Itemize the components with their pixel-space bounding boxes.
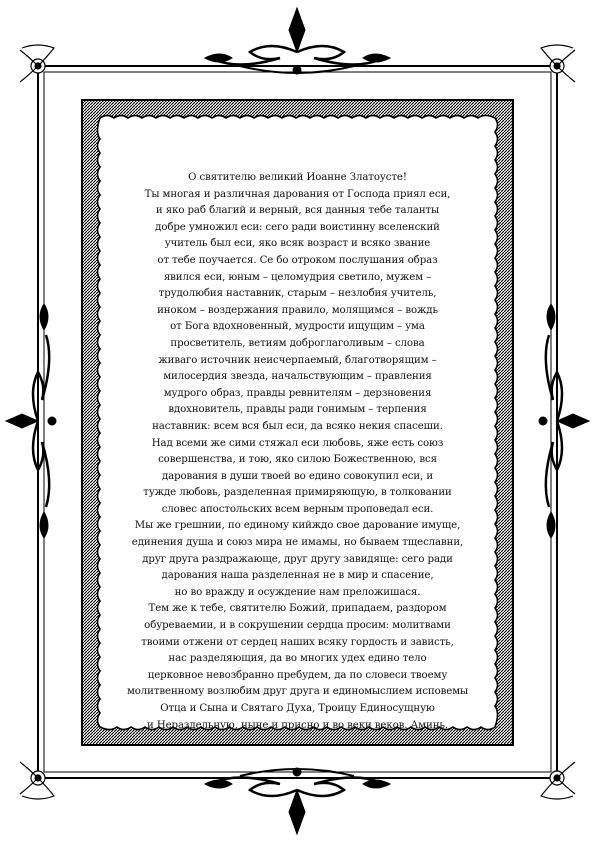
prayer-line: от Бога вдохновенный, мудрости ищущим – ума: [170, 321, 425, 333]
prayer-line: единения душа и союз мира не имамы, но бываем тщеславни,: [131, 537, 464, 549]
prayer-line: Отца и Сына и Святаго Духа, Троицу Единосущную: [160, 703, 435, 714]
prayer-line: явился еси, юным – целомудрия светило, мужем –: [163, 271, 432, 283]
prayer-line: и яко раб благий и верный, вся данныя тебе таланты: [155, 205, 440, 217]
prayer-line: друг друга раздражающе, друг другу завидяще: сего ради: [142, 553, 453, 565]
prayer-line: трудолюбия наставник, старым – незлобия учитель,: [158, 288, 437, 300]
top-center-ornament: [205, 8, 390, 74]
prayer-line: дарования наша разделенная не в мир и спасение,: [161, 570, 434, 582]
prayer-line: добре умножил еси: сего ради воистинну вселенский: [155, 221, 440, 233]
prayer-line: твоими отжени от сердец наших всяку гордость и зависть,: [141, 636, 454, 648]
prayer-line: просветитель, ветиям доброглаголивым – слова: [170, 337, 425, 349]
prayer-line: нас разделяющия, да во многих удех едино тело: [168, 653, 427, 665]
prayer-line: тужде любовь, разделенная примиряющую, в толковании: [143, 487, 452, 499]
prayer-line: совершенства, и тою, яко силою Божественною, вся: [158, 454, 437, 466]
prayer-line: Ты многая и различная дарования от Господа приял еси,: [144, 188, 451, 200]
prayer-line: мудрого образ, правды ревнителям – дерзновения: [163, 387, 432, 399]
left-center-ornament: [6, 304, 56, 538]
prayer-line: но во вражду и осуждение нам преложишася.: [174, 586, 421, 598]
prayer-line: Тем же к тебе, святителю Божий, припадаем, раздором: [148, 603, 447, 615]
prayer-line: и Нераздельную, ныне и присно и во веки веков. Аминь.: [147, 719, 448, 731]
prayer-line: словес апостольских всем верным проповедал еси.: [161, 503, 434, 515]
prayer-line: наставник: всем вся был еси, да всяко некия спасеши.: [152, 420, 443, 432]
prayer-line: дарования в души твоей во едино совокупил еси, и: [161, 470, 434, 482]
prayer-line: О святителю великий Иоанне Златоусте!: [188, 172, 407, 183]
right-center-ornament: [539, 304, 589, 538]
prayer-line: обуреваемии, и в сокрушении сердца просим: молитвами: [144, 620, 451, 632]
prayer-line: молитвенному возлюбим друг друга и единомыслием исповемы: [126, 686, 469, 698]
prayer-line: от тебе поучается. Се бо отроком послушания образ: [157, 254, 438, 266]
prayer-line: церковное невозбранно пребудем, да по словеси твоему: [147, 669, 448, 681]
prayer-line: учитель был еси, яко всяк возраст и всяко звание: [164, 238, 431, 250]
prayer-line: иноком – воздержания правило, молящимся – вождь: [157, 304, 438, 316]
prayer-line: милосердия звезда, начальствующим – правления: [163, 371, 432, 383]
prayer-line: Мы же грешнии, по единому кийждо свое дарование имуще,: [134, 520, 461, 532]
prayer-line: Над всеми же сими стяжал еси любовь, яже есть союз: [151, 437, 444, 449]
prayer-line: вдохновитель, правды ради гонимым – терпения: [168, 404, 427, 416]
prayer-line: живаго источник неисчерпаемый, благотворящим –: [158, 354, 437, 366]
prayer-text: [120, 170, 475, 734]
